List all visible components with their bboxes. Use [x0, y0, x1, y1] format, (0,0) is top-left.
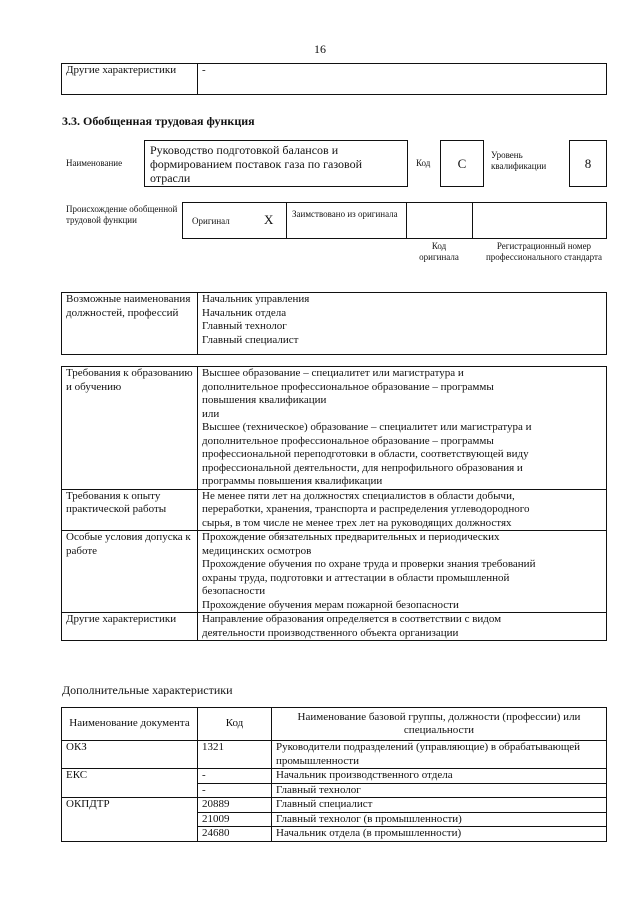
original-mark: X	[264, 212, 274, 227]
row-doc	[62, 812, 198, 827]
other-characteristics-label: Другие характеристики	[62, 613, 198, 641]
row-code: 1321	[198, 741, 272, 769]
education-label: Требования к образованию и обучению	[62, 367, 198, 490]
experience-text	[198, 489, 607, 531]
row-name: Главный технолог (в промышленности)	[272, 812, 607, 827]
row-code: 20889	[198, 798, 272, 813]
text-line: Прохождение обучения по охране труда и проверки знания требований	[202, 558, 536, 570]
table-row	[62, 783, 607, 798]
row-doc	[62, 783, 198, 798]
text-line: переработки, хранения, транспорта и распределения углеводородного	[202, 503, 530, 515]
text-line: сырья, в том числе не менее трех лет на руководящих должностях	[202, 516, 512, 529]
text-line: охраны труда, подготовки и аттестации в области промышленной	[202, 571, 510, 584]
function-name: Руководство подготовкой балансов и формированием поставок газа по газовой отрасли	[150, 143, 363, 185]
code-label: Код	[416, 158, 431, 168]
top-table	[61, 63, 607, 95]
row-name: Начальник отдела (в промышленности)	[272, 827, 607, 842]
text-line: дополнительное профессиональное образование – программы	[202, 434, 494, 447]
row-name: Начальник производственного отдела	[272, 769, 607, 784]
row-doc	[62, 827, 198, 842]
text-line: безопасности	[202, 585, 266, 597]
borrowed-label: Заимствовано из оригинала	[292, 209, 398, 219]
table-row	[62, 798, 607, 813]
positions-table	[61, 292, 607, 355]
function-name-box	[144, 140, 408, 187]
row-doc: ЕКС	[62, 769, 198, 784]
experience-row	[62, 489, 607, 531]
special-conditions-label: Особые условия допуска к работе	[62, 531, 198, 613]
top-table-value: -	[198, 64, 607, 95]
text-line: Прохождение обязательных предварительных и периодических	[202, 531, 500, 543]
row-code: 21009	[198, 812, 272, 827]
row-name: Главный технолог	[272, 783, 607, 798]
row-code: -	[198, 783, 272, 798]
origin-divider-3	[472, 202, 473, 239]
row-code: 24680	[198, 827, 272, 842]
original-label: Оригинал	[192, 216, 230, 226]
other-characteristics-row	[62, 613, 607, 641]
text-line: Высшее образование – специалитет или магистратура и	[202, 367, 464, 379]
position-item: Начальник отдела	[202, 306, 287, 319]
text-line: Направление образования определяется в соответствии с видом	[202, 613, 502, 625]
row-doc: ОКПДТР	[62, 798, 198, 813]
education-row	[62, 367, 607, 490]
special-conditions-row	[62, 531, 607, 613]
row-code: -	[198, 769, 272, 784]
extra-header-row	[62, 708, 607, 741]
caption-reg: Регистрационный номер профессионального стандарта	[485, 241, 603, 262]
text-line: повышения квалификации	[202, 394, 327, 406]
text-line: программы повышения квалификации	[202, 475, 383, 487]
education-text	[198, 367, 607, 490]
table-row	[62, 827, 607, 842]
name-label: Наименование	[66, 158, 123, 168]
other-characteristics-text	[198, 613, 607, 641]
origin-label: Происхождение обобщенной трудовой функции	[66, 204, 178, 225]
text-line: медицинских осмотров	[202, 544, 312, 557]
position-item: Начальник управления	[202, 293, 310, 305]
origin-divider-1	[286, 202, 287, 239]
level-value: 8	[584, 156, 592, 171]
text-line: деятельности производственного объекта организации	[202, 626, 459, 639]
table-row	[62, 741, 607, 769]
text-line: Высшее (техническое) образование – специалитет или магистратура и	[202, 421, 532, 433]
caption-code: Код оригинала	[419, 241, 459, 262]
level-label: Уровень квалификации	[491, 150, 547, 171]
position-item: Главный специалист	[202, 333, 299, 346]
positions-label: Возможные наименования должностей, профессий	[62, 293, 198, 355]
extra-table	[61, 707, 607, 842]
header-name: Наименование базовой группы, должности (профессии) или специальности	[272, 708, 607, 741]
row-name: Руководители подразделений (управляющие) в обрабатывающей промышленности	[272, 741, 607, 769]
origin-divider-2	[406, 202, 407, 239]
text-line: или	[202, 407, 220, 420]
header-document: Наименование документа	[62, 708, 198, 741]
text-line: профессиональной переподготовки в области, соответствующей виду	[202, 448, 529, 460]
extra-title: Дополнительные характеристики	[62, 683, 233, 697]
section-heading: 3.3. Обобщенная трудовая функция	[62, 114, 255, 128]
text-line: Прохождение обучения мерам пожарной безопасности	[202, 598, 459, 611]
top-table-label: Другие характеристики	[62, 64, 198, 95]
positions-list	[198, 293, 607, 355]
special-conditions-text	[198, 531, 607, 613]
table-row	[62, 769, 607, 784]
page-number: 16	[314, 42, 326, 56]
code-value: C	[457, 156, 467, 171]
origin-box	[182, 202, 607, 239]
text-line: профессиональной деятельности, для непрофильного образования и	[202, 461, 523, 474]
text-line: Не менее пяти лет на должностях специалистов в области добычи,	[202, 489, 515, 502]
table-row	[62, 812, 607, 827]
row-name: Главный специалист	[272, 798, 607, 813]
row-doc: ОКЗ	[62, 741, 198, 769]
experience-label: Требования к опыту практической работы	[62, 489, 198, 531]
level-box	[569, 140, 607, 187]
text-line: дополнительное профессиональное образование – программы	[202, 380, 494, 393]
code-box	[440, 140, 484, 187]
requirements-table	[61, 366, 607, 641]
header-code: Код	[198, 708, 272, 741]
position-item: Главный технолог	[202, 320, 287, 332]
